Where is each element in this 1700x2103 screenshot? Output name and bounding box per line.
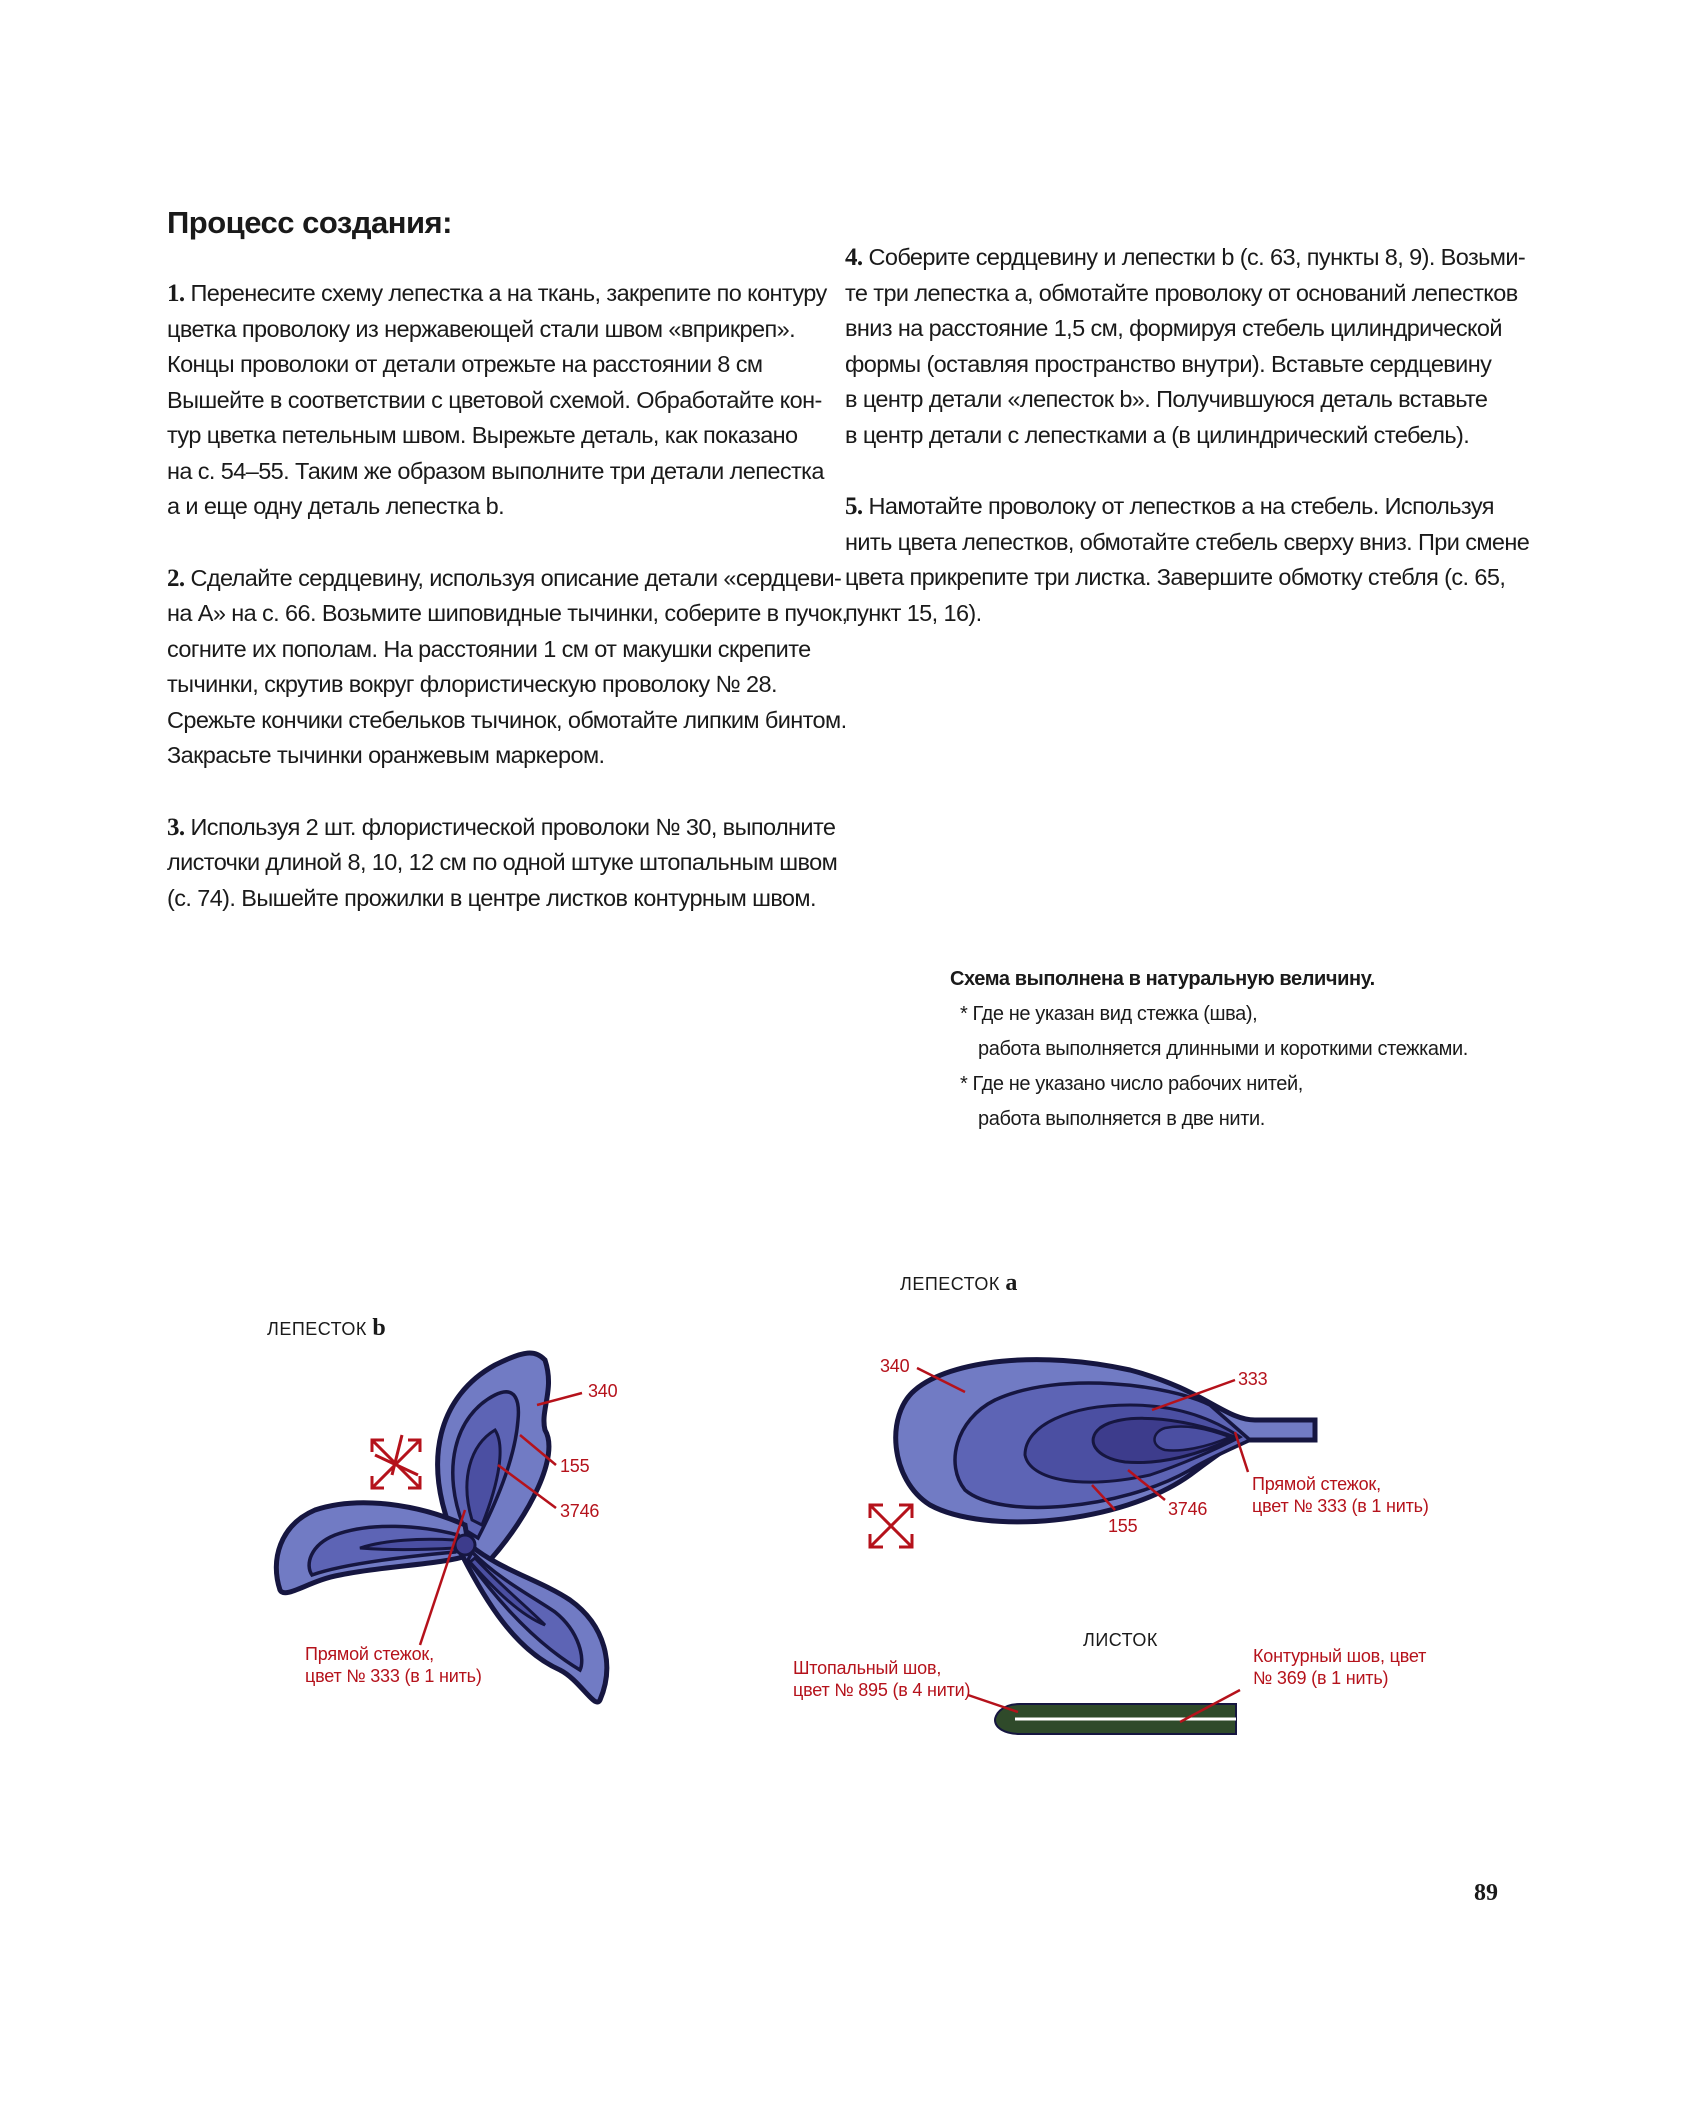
stitch-note: Штопальный шов, цвет № 895 (в 4 нити)	[793, 1658, 971, 1700]
step-line: вниз на расстояние 1,5 см, формируя стебель цилиндрической	[845, 315, 1502, 341]
color-code-label: 155	[560, 1456, 590, 1476]
step-number: 2.	[167, 564, 185, 592]
step-line: Закрасьте тычинки оранжевым маркером.	[167, 742, 605, 768]
step-line: цветка проволоку из нержавеющей стали швом «вприкреп».	[167, 315, 796, 342]
stitch-note: Прямой стежок, цвет № 333 (в 1 нить)	[305, 1644, 482, 1686]
note-title: Схема выполнена в натуральную величину.	[950, 968, 1375, 990]
petal-a-label: ЛЕПЕСТОК a	[900, 1270, 1018, 1296]
step-line: нить цвета лепестков, обмотайте стебель сверху вниз. При смене	[845, 528, 1530, 555]
step-number: 1.	[167, 280, 185, 307]
step-number: 3.	[167, 813, 185, 841]
color-code-label: 340	[880, 1356, 910, 1376]
color-code-label: 333	[1238, 1369, 1268, 1389]
step-line: Сделайте сердцевину, используя описание детали «сердцеви-	[190, 564, 842, 591]
step-line: Срежьте кончики стебельков тычинок, обмотайте липким бинтом.	[167, 706, 847, 733]
step-line: листочки длиной 8, 10, 12 см по одной штуке штопальным швом	[167, 849, 838, 875]
leader-line	[968, 1695, 1018, 1712]
step-line: тычинки, скрутив вокруг флористическую проволоку № 28.	[167, 671, 777, 697]
step-number: 5.	[845, 493, 863, 520]
leaf-label: ЛИСТОК	[1083, 1630, 1158, 1650]
step-line: тур цветка петельным швом. Вырежьте деталь, как показано	[167, 422, 798, 448]
petal-b-lobe-bottom	[462, 1545, 607, 1702]
step-line: Используя 2 шт. флористической проволоки № 30, выполните	[190, 813, 836, 840]
step-line: Соберите сердцевину и лепестки b (с. 63, пункты 8, 9). Возьми-	[868, 244, 1526, 270]
step-line: в центр детали с лепестками а (в цилиндрический стебель).	[845, 421, 1470, 448]
page-title: Процесс создания:	[167, 205, 452, 240]
note-line: работа выполняется длинными и короткими стежками.	[978, 1038, 1468, 1060]
note-line: работа выполняется в две нити.	[978, 1108, 1265, 1130]
step-line: (с. 74). Вышейте прожилки в центре листков контурным швом.	[167, 884, 816, 911]
leaf-diagram	[995, 1704, 1236, 1734]
step-line: те три лепестка а, обмотайте проволоку от оснований лепестков	[845, 279, 1518, 306]
step-line: Концы проволоки от детали отрежьте на расстоянии 8 см	[167, 351, 763, 377]
note-line: * Где не указан вид стежка (шва),	[960, 1003, 1258, 1025]
direction-cross-icon	[372, 1435, 420, 1488]
step-line: а и еще одну деталь лепестка b.	[167, 493, 505, 519]
direction-cross-icon	[870, 1505, 912, 1547]
page-number: 89	[1474, 1880, 1498, 1906]
note-line: * Где не указано число рабочих нитей,	[960, 1073, 1303, 1095]
step-line: Вышейте в соответствии с цветовой схемой. Обработайте кон-	[167, 386, 822, 413]
step-line: в центр детали «лепесток b». Получившуюся деталь вставьте	[845, 386, 1488, 412]
color-code-label: 340	[588, 1381, 618, 1401]
step-line: пункт 15, 16).	[845, 599, 982, 626]
step-line: Перенесите схему лепестка а на ткань, закрепите по контуру	[190, 280, 827, 306]
step-line: согните их пополам. На расстоянии 1 см от макушки скрепите	[167, 635, 811, 662]
step-line: цвета прикрепите три листка. Завершите обмотку стебля (с. 65,	[845, 564, 1506, 590]
step-line: на с. 54–55. Таким же образом выполните три детали лепестка	[167, 457, 824, 484]
petal-b-label: ЛЕПЕСТОК b	[267, 1315, 387, 1341]
step-line: на А» на с. 66. Возьмите шиповидные тычинки, соберите в пучок,	[167, 600, 848, 626]
color-code-label: 3746	[560, 1501, 600, 1521]
color-code-label: 3746	[1168, 1499, 1208, 1519]
step-line: формы (оставляя пространство внутри). Вставьте сердцевину	[845, 350, 1492, 377]
step-number: 4.	[845, 244, 863, 271]
stitch-note: Прямой стежок, цвет № 333 (в 1 нить)	[1252, 1474, 1429, 1516]
step-line: Намотайте проволоку от лепестков а на стебель. Используя	[868, 493, 1494, 519]
color-code-label: 155	[1108, 1516, 1138, 1536]
stitch-note: Контурный шов, цвет № 369 (в 1 нить)	[1253, 1646, 1427, 1688]
